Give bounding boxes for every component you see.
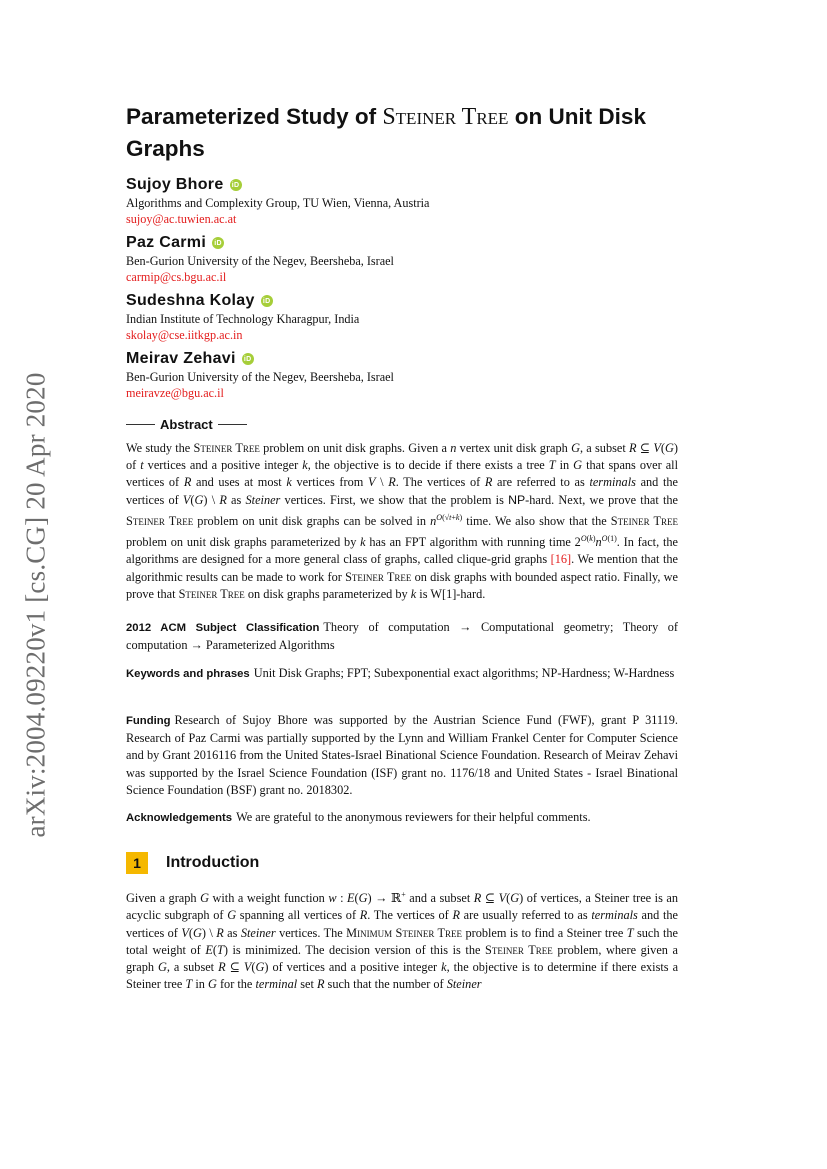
title-part3: on Unit Disk Graphs xyxy=(126,104,646,161)
author-email[interactable]: meiravze@bgu.ac.il xyxy=(126,386,224,400)
orcid-icon[interactable]: iD xyxy=(261,295,273,307)
author-block xyxy=(126,292,686,343)
author-block xyxy=(126,234,686,285)
orcid-icon[interactable]: iD xyxy=(212,237,224,249)
arxiv-stamp-text: arXiv:2004.09220v1 [cs.CG] 20 Apr 2020 xyxy=(20,372,51,838)
author-affiliation: Indian Institute of Technology Kharagpur, India xyxy=(126,312,360,326)
orcid-icon[interactable]: iD xyxy=(230,179,242,191)
author-name: Paz Carmi iD xyxy=(126,234,686,252)
author-name: Meirav Zehavi iD xyxy=(126,350,686,368)
author-email[interactable]: skolay@cse.iitkgp.ac.in xyxy=(126,328,243,342)
section-title: Introduction xyxy=(166,854,260,871)
paper-title xyxy=(126,101,686,164)
author-affiliation: Ben-Gurion University of the Negev, Beersheba, Israel xyxy=(126,254,394,268)
author-block xyxy=(126,350,686,401)
abstract-heading: Abstract xyxy=(126,417,247,432)
author-affiliation: Ben-Gurion University of the Negev, Beersheba, Israel xyxy=(126,370,394,384)
author-block xyxy=(126,176,686,227)
divider xyxy=(126,424,155,425)
author-name: Sujoy Bhore iD xyxy=(126,176,686,194)
author-email[interactable]: sujoy@ac.tuwien.ac.at xyxy=(126,212,237,226)
arxiv-stamp xyxy=(16,360,56,850)
section-heading xyxy=(126,852,259,874)
introduction-text: Given a graph G with a weight function w : E(G) → ℝ+ and a subset R ⊆ V(G) of vertices, a Steiner tree is an acyclic subgraph of G spanning all vertices of R. The vertices of R are usually referred to as terminals and the vertices of V(G) \ R as Steiner vertices. The Minimum Steiner Tree problem is to find a Steiner tree T such the total weight of E(T) is minimized. The decision version of this is the Steiner Tree problem, where given a graph G, a subset R ⊆ V(G) of vertices and a positive integer k, the objective is to determine if there exists a Steiner tree T in G for the terminal set R such that the number of Steiner xyxy=(126,890,679,992)
divider xyxy=(218,424,247,425)
author-name: Sudeshna Kolay iD xyxy=(126,292,686,310)
abstract-text: We study the Steiner Tree problem on unit disk graphs. Given a n vertex unit disk graph G, a subset R ⊆ V(G) of t vertices and a positive integer k, the objective is to decide if there exists a tree T in G that spans over all vertices of R and uses at most k vertices from V \ R. The vertices of R are referred to as terminals and the vertices of V(G) \ R as Steiner vertices. First, we show that the problem is NP-hard. Next, we prove that the Steiner Tree problem on unit disk graphs can be solved in $n^{O(√t+k)}$ time. We also show that the Steiner Tree problem on unit disk graphs parameterized by k has an FPT algorithm with running time $2^{O(k)}n^{O(1)}$. In fact, the algorithms are designed for a more general class of graphs, called clique-grid graphs [16]. We mention that the algorithmic results can be made to work for Steiner Tree on disk graphs with bounded aspect ratio. Finally, we prove that Steiner Tree on disk graphs parameterized by k is W[1]-hard. xyxy=(126,441,679,601)
title-part1: Parameterized Study of xyxy=(126,104,383,129)
section-number: 1 xyxy=(126,852,148,874)
keywords: Keywords and phrases Unit Disk Graphs; FPT; Subexponential exact algorithms; NP-Hardness; W-Hardness xyxy=(126,666,675,680)
author-email[interactable]: carmip@cs.bgu.ac.il xyxy=(126,270,227,284)
author-affiliation: Algorithms and Complexity Group, TU Wien, Vienna, Austria xyxy=(126,196,430,210)
acknowledgements: Acknowledgements We are grateful to the anonymous reviewers for their helpful comments. xyxy=(126,810,591,824)
orcid-icon[interactable]: iD xyxy=(242,353,254,365)
acm-classification: 2012 ACM Subject Classification Theory of computation → Computational geometry; Theory of computation → Parameterized Algorithms xyxy=(126,620,678,653)
funding: Funding Research of Sujoy Bhore was supported by the Austrian Science Fund (FWF), grant P 31119. Research of Paz Carmi was partially supported by the Lynn and William Frankel Center for Computer Science and by Grant 2016116 from the United States-Israel Binational Science Foundation. Research of Meirav Zehavi was supported by the Israel Science Foundation (ISF) grant no. 1176/18 and United States - Israel Binational Science Foundation (BSF) grant no. 2018302. xyxy=(126,713,678,797)
title-smallcaps: Steiner Tree xyxy=(382,104,509,130)
